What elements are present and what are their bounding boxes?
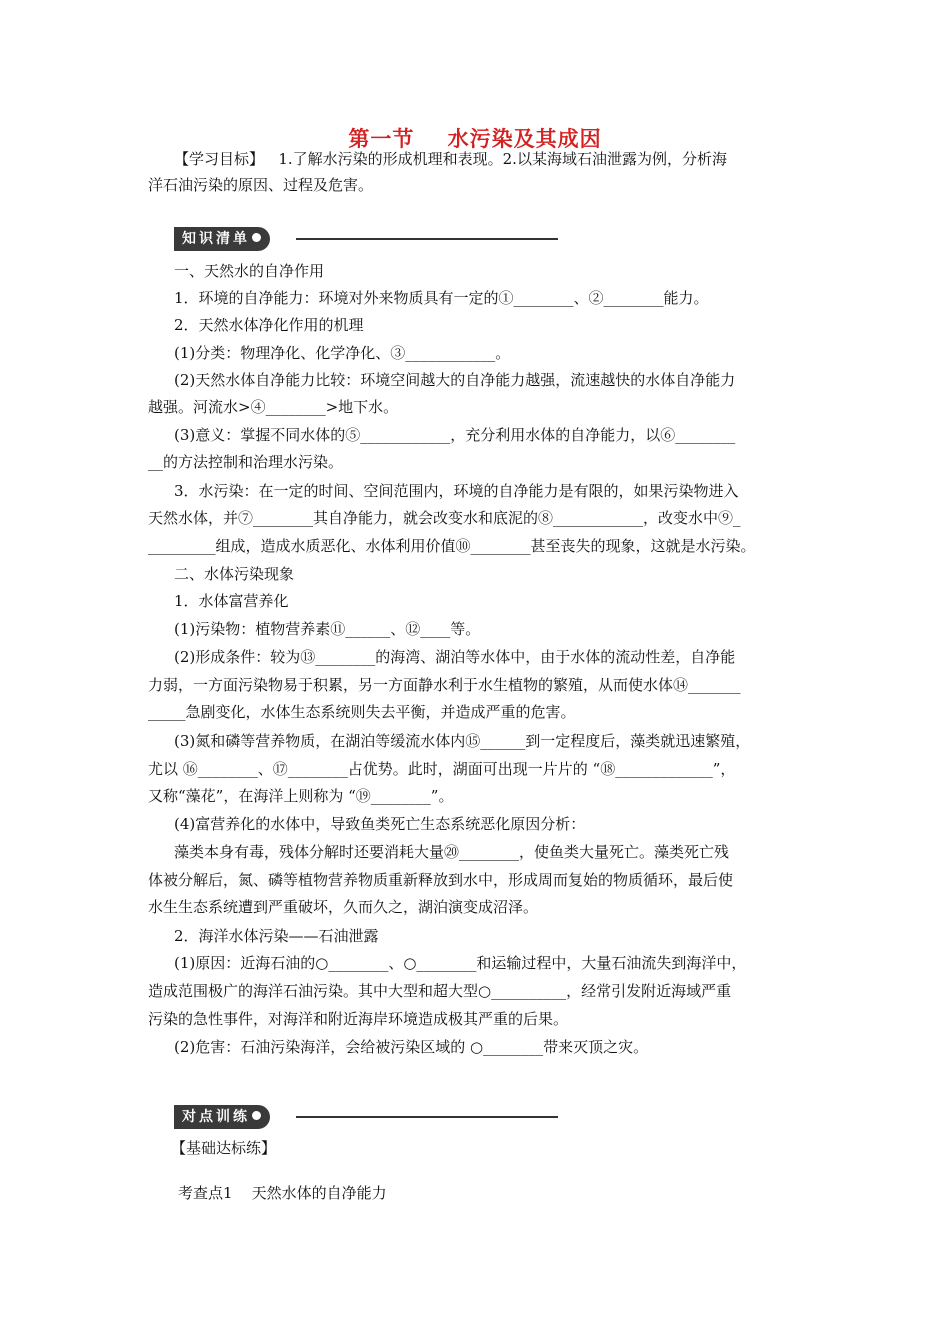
section-banner-knowledge [174,227,558,251]
banner-text: 知识清单 [182,231,250,247]
text-line: _________组成，造成水质恶化、水体利用价值⑩________甚至丧失的现象，这就是水污染。 [148,537,756,555]
bullet-dot-icon [252,1111,261,1120]
text-line: 尤以 ⑯________、⑰________占优势。此时，湖面可出现一片片的 “⑱_____________”， [148,760,736,778]
text-line: 天然水体，并⑦________其自净能力，就会改变水和底泥的⑧____________，改变水中⑨_ [148,509,741,527]
text-line: (3)氮和磷等营养物质，在湖泊等缓流水体内⑮______到一定程度后，藻类就迅速繁殖， [174,732,751,750]
banner-label [174,227,270,251]
text-line: __的方法控制和治理水污染。 [148,453,344,471]
text-line: 又称“藻花”，在海洋上则称为 “⑲________”。 [148,787,454,805]
text-line: (2)天然水体自净能力比较：环境空间越大的自净能力越强，流速越快的水体自净能力 [174,371,736,389]
text-line: 力弱，一方面污染物易于积累，另一方面静水利于水生植物的繁殖，从而使水体⑭_______ [148,676,741,694]
text-line: 1．水体富营养化 [174,592,289,610]
text-line: (2)危害：石油污染海洋，会给被污染区域的 ○________带来灭顶之灾。 [174,1038,649,1056]
text-line: _____急剧变化，水体生态系统则失去平衡，并造成严重的危害。 [148,703,576,721]
page-title: 第一节 水污染及其成因 [348,126,602,151]
text-line: 藻类本身有毒，残体分解时还要消耗大量⑳________，使鱼类大量死亡。藻类死亡残 [174,843,730,861]
text-line: 3．水污染：在一定的时间、空间范围内，环境的自净能力是有限的，如果污染物进入 [174,482,739,500]
text-line: (3)意义：掌握不同水体的⑤____________，充分利用水体的自净能力，以⑥________ [174,426,736,444]
bullet-dot-icon [252,233,261,242]
objectives-line-2: 洋石油污染的原因、过程及危害。 [148,176,374,194]
text-line: (1)原因：近海石油的○________、○________和运输过程中，大量石油流失到海洋中， [174,954,747,972]
objectives-line-1 [174,146,814,173]
text-line: (1)分类：物理净化、化学净化、③____________。 [174,344,511,362]
banner-rule [296,1116,558,1118]
text-line: 造成范围极广的海洋石油污染。其中大型和超大型○__________，经常引发附近海域严重 [148,982,732,1000]
learning-objectives [174,146,814,173]
text-line: 越强。河流水>④________>地下水。 [148,398,399,416]
text-line: 污染的急性事件，对海洋和附近海岸环境造成极其严重的后果。 [148,1010,569,1028]
text-line: 2．天然水体净化作用的机理 [174,316,364,334]
text-line: 一、天然水的自净作用 [174,262,325,280]
section-banner-practice [174,1105,558,1129]
banner-rule [296,238,558,240]
text-line: 二、水体污染现象 [174,565,295,583]
subheading-basic-practice: 【基础达标练】 [171,1139,277,1157]
banner-text: 对点训练 [182,1109,250,1125]
text-line: 2．海洋水体污染——石油泄露 [174,927,379,945]
banner-label [174,1105,270,1129]
text-line: 水生生态系统遭到严重破坏，久而久之，湖泊演变成沼泽。 [148,898,539,916]
objectives-text-1: 1.了解水污染的形成机理和表现。2.以某海域石油泄露为例，分析海 [278,150,727,168]
objectives-label: 【学习目标】 [174,150,265,168]
text-line: (1)污染物：植物营养素⑪______、⑫____等。 [174,620,481,638]
text-line: 1．环境的自净能力：环境对外来物质具有一定的①________、②________能力。 [174,289,709,307]
text-line: (4)富营养化的水体中，导致鱼类死亡生态系统恶化原因分析： [174,815,586,833]
topic-heading: 考查点1 天然水体的自净能力 [178,1184,387,1202]
text-line: 体被分解后，氮、磷等植物营养物质重新释放到水中，形成周而复始的物质循环，最后使 [148,871,734,889]
text-line: (2)形成条件：较为⑬________的海湾、湖泊等水体中，由于水体的流动性差，自净能 [174,648,736,666]
